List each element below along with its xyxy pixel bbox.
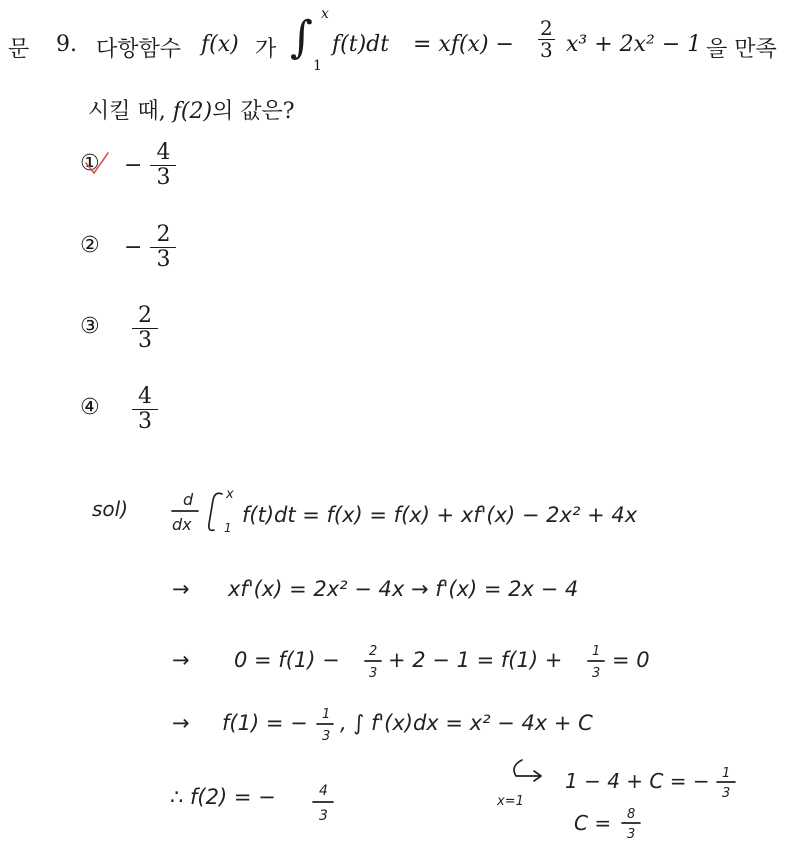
solution-line-1: f(t)dt = f(x) = f(x) + xf'(x) − 2x² + 4x [242,503,638,527]
choice-denominator: 3 [132,328,158,352]
line5-frac-num: 4 [319,783,328,799]
line3-frac2-den: 3 [592,666,601,681]
arrow-4: → [172,711,190,735]
question-line2-a: 시킬 때, [88,99,166,124]
side-frac2-den: 3 [627,827,636,842]
solution-line-4-left: f(1) = − [222,711,308,735]
question-number: 9. [56,32,77,57]
solution-line-3-mid: + 2 − 1 = f(1) + [388,648,563,672]
line5-frac-den: 3 [319,808,328,824]
arrow-3: → [172,648,190,672]
solution-line-3-right: = 0 [612,648,650,672]
hook-arrow-icon [514,760,540,776]
choice-marker: ② [80,233,100,258]
side-eq-1: 1 − 4 + C = − [565,769,710,793]
question-intro: 다항함수 [96,37,182,62]
choice-marker: ③ [80,314,100,339]
arrow-2: → [172,577,190,601]
function-fx: f(x) [201,32,239,57]
side-hook-label: x=1 [497,794,524,809]
particle-ga: 가 [255,37,277,62]
question-end-word: 을 만족 [706,37,777,62]
solution-label: sol) [92,497,129,521]
line3-frac1-num: 2 [369,644,378,659]
integrand: f(t)dt [332,32,390,57]
line4-frac-den: 3 [322,729,331,744]
coefficient-numerator: 2 [540,16,553,40]
solution-line-3-left: 0 = f(1) − [234,648,340,672]
question-label: 문 [8,37,30,62]
choice-numerator: 2 [156,222,171,248]
coefficient-denominator: 3 [540,38,553,62]
side-eq-2: C = [574,811,612,835]
integral-sign: ∫ [290,12,313,63]
deriv-d: d [183,490,194,509]
choice-marker: ① [80,151,100,176]
choice-denominator: 3 [150,165,176,189]
solution-line-5: ∴ f(2) = − [170,785,276,809]
hw-int-upper: x [226,487,234,502]
side-frac1-num: 1 [722,766,731,781]
equation-tail: x³ + 2x² − 1 [566,32,702,57]
side-frac2-num: 8 [627,807,636,822]
side-frac1-den: 3 [722,786,731,801]
line3-frac2-num: 1 [592,644,601,659]
integral-lower-limit: 1 [313,58,322,74]
question-line2-b: 의 값은? [212,99,295,124]
choice-numerator: 2 [138,303,152,329]
choice-denominator: 3 [132,409,158,433]
choice-sign: − [124,152,143,178]
choice-marker: ④ [80,395,100,420]
choice-numerator: 4 [138,384,152,410]
choice-numerator: 4 [156,140,171,166]
choice-sign: − [124,234,143,260]
function-f2: f(2) [172,99,213,124]
line4-frac-num: 1 [322,707,331,722]
hw-int-lower: 1 [224,521,232,535]
solution-line-2: xf'(x) = 2x² − 4x → f'(x) = 2x − 4 [228,577,579,601]
choice-denominator: 3 [150,247,176,271]
solution-line-4-right: , ∫ f'(x)dx = x² − 4x + C [340,711,593,735]
hw-integral-sign [209,493,222,530]
equation-rhs: = xf(x) − [413,32,514,57]
line3-frac1-den: 3 [369,666,378,681]
deriv-dx: dx [172,515,192,534]
integral-upper-limit: x [321,6,329,22]
